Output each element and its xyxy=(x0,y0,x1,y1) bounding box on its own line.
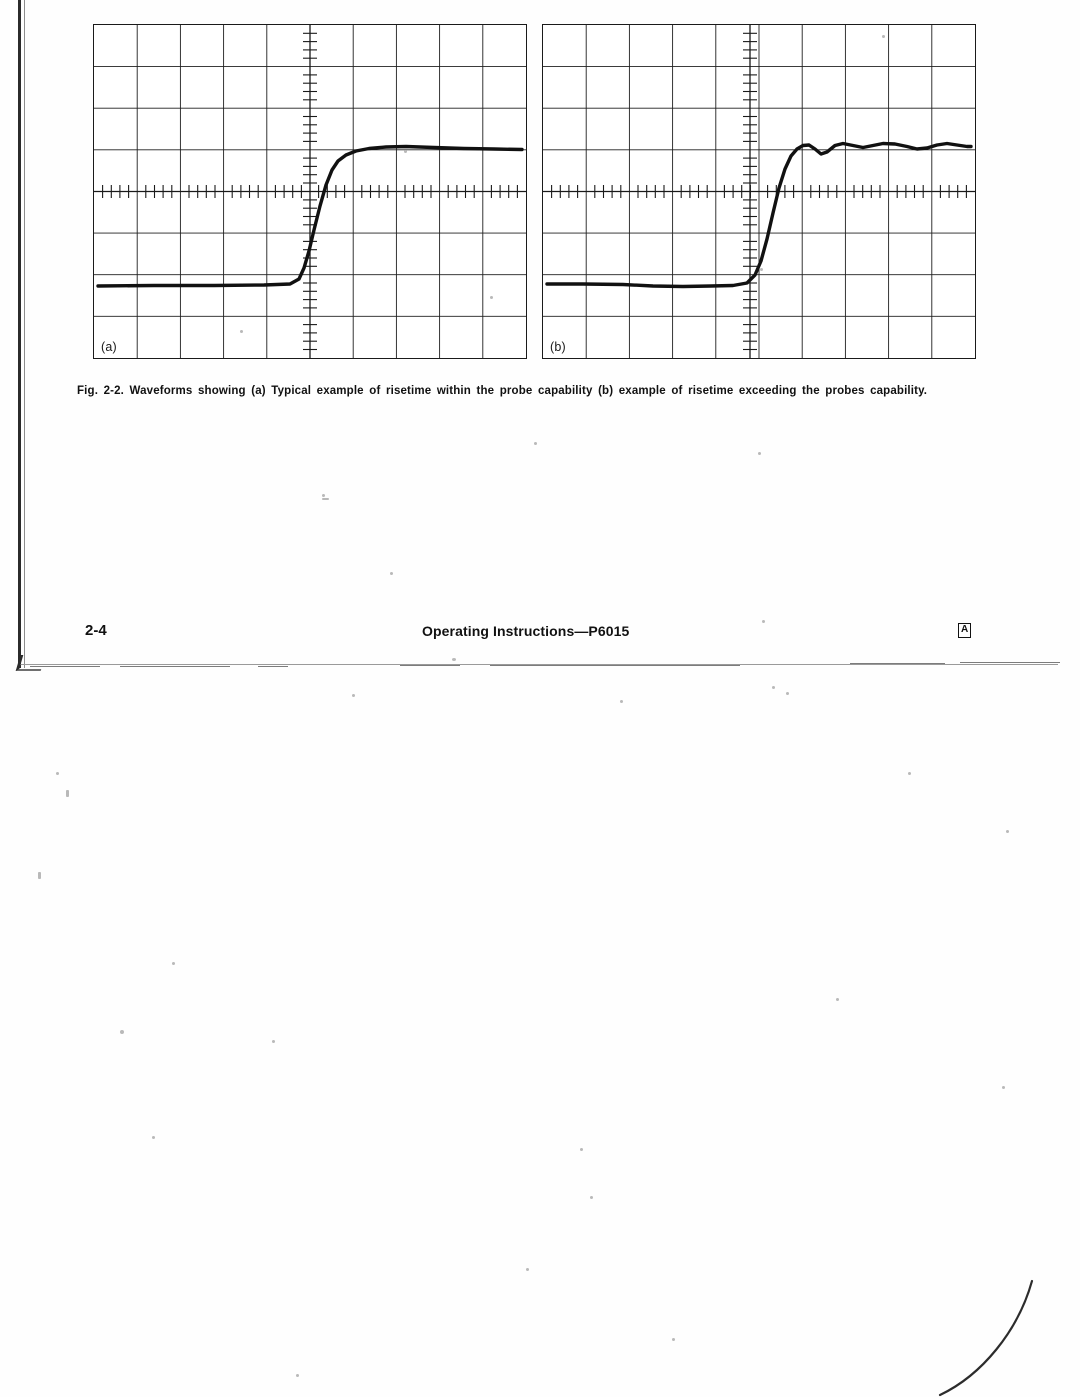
waveform-plot-a xyxy=(94,25,526,358)
scan-speck xyxy=(404,150,407,153)
oscilloscope-graticule-b xyxy=(542,24,976,359)
scan-speck xyxy=(452,658,456,661)
scan-artifact-line xyxy=(490,665,740,666)
scan-speck xyxy=(1002,1086,1005,1089)
scan-artifact-line xyxy=(400,665,460,666)
figure-caption: Fig. 2-2. Waveforms showing (a) Typical example of risetime within the probe capability (b) example of risetime exceeding the probes capability. xyxy=(77,385,928,397)
stray-pen-mark xyxy=(932,1267,1052,1397)
scan-speck xyxy=(580,1148,583,1151)
scan-artifact-line xyxy=(120,666,230,667)
scan-speck xyxy=(490,296,493,299)
scan-speck xyxy=(296,1374,299,1377)
scan-speck xyxy=(882,35,885,38)
scan-speck xyxy=(352,694,355,697)
scan-speck xyxy=(772,686,775,689)
scan-speck xyxy=(322,498,329,500)
scan-speck xyxy=(120,1030,124,1034)
scan-speck xyxy=(836,998,839,1001)
scan-speck xyxy=(786,692,789,695)
panel-a-label: (a) xyxy=(101,340,117,354)
scan-speck xyxy=(66,790,69,797)
scan-speck xyxy=(590,1196,593,1199)
scan-speck xyxy=(38,872,41,879)
revision-badge: A xyxy=(958,623,971,638)
scan-artifact-line xyxy=(850,663,945,664)
scan-speck xyxy=(390,572,393,575)
scan-speck xyxy=(908,772,911,775)
scan-speck xyxy=(620,700,623,703)
scan-speck xyxy=(758,452,761,455)
scan-speck xyxy=(56,772,59,775)
scan-speck xyxy=(526,1268,529,1271)
footer-title: Operating Instructions—P6015 xyxy=(422,623,630,639)
scan-speck xyxy=(152,1136,155,1139)
scan-speck xyxy=(322,494,325,497)
scan-speck xyxy=(760,268,763,271)
scan-speck xyxy=(762,620,765,623)
scan-artifact-line xyxy=(960,662,1060,663)
page-footer xyxy=(0,622,1080,646)
scan-speck xyxy=(534,442,537,445)
page-edge-left-shadow xyxy=(24,0,25,668)
page-number: 2-4 xyxy=(85,622,107,639)
scan-artifact-line xyxy=(258,666,288,667)
scan-speck xyxy=(272,1040,275,1043)
scan-speck xyxy=(1006,830,1009,833)
scan-artifact-line xyxy=(30,666,100,667)
page-edge-left xyxy=(18,0,21,668)
panel-b-label: (b) xyxy=(550,340,566,354)
page-corner-fold xyxy=(16,655,46,671)
oscilloscope-graticule-a xyxy=(93,24,527,359)
waveform-plot-b xyxy=(543,25,975,358)
scan-speck xyxy=(172,962,175,965)
scan-speck xyxy=(240,330,243,333)
scan-speck xyxy=(672,1338,675,1341)
